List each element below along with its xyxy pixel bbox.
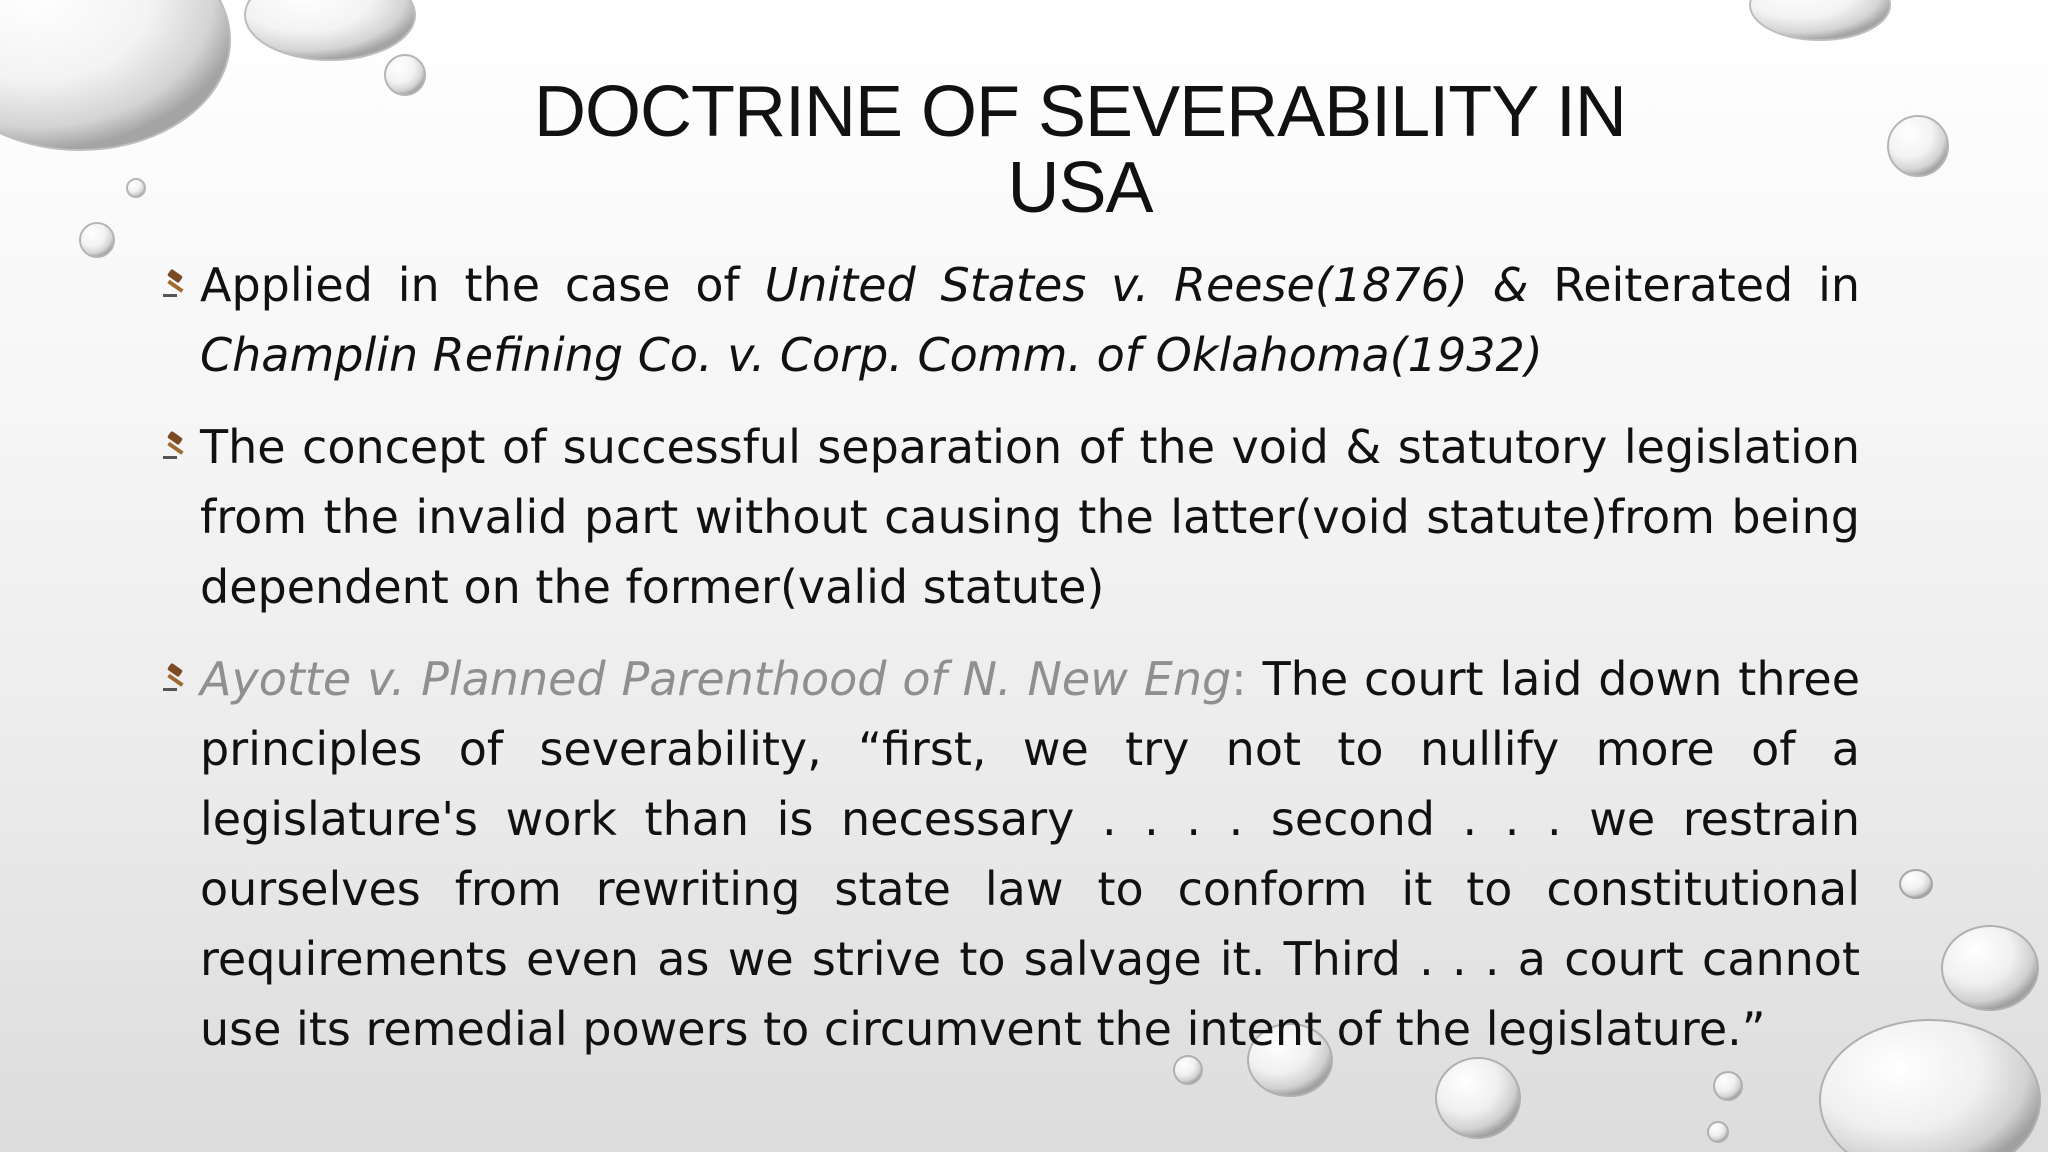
gavel-icon <box>160 430 192 462</box>
gavel-icon <box>160 662 192 694</box>
slide-title-line1: DOCTRINE OF SEVERABILITY IN <box>534 72 1626 152</box>
slide-title-line2: USA <box>1007 148 1153 228</box>
bullet-3-text: The court laid down three principles of severability, “first, we try not to nullify more of a legislature's work than is necessary . . . . second . . . we restrain ourselves from rewriting state law to conform it to constitutional requirements even as we strive to salvage it. Third . . . a court cannot use its remedial powers to circumvent the intent of the legislature.” <box>200 652 1860 1056</box>
bullet-list <box>200 250 1860 1064</box>
case-citation-champlin: Champlin Refining Co. v. Corp. Comm. of Oklahoma(1932) <box>200 328 1543 382</box>
case-citation-ayotte: Ayotte v. Planned Parenthood of N. New Eng <box>200 652 1232 706</box>
bullet-1-text-b: Reiterated in <box>1528 258 1861 312</box>
slide-title <box>520 74 1640 226</box>
gavel-icon <box>160 268 192 300</box>
bullet-item-1 <box>200 250 1860 390</box>
bullet-2-text: The concept of successful separation of the void & statutory legislation from the invalid part without causing the latter(void statute)from being dependent on the former(valid statute) <box>200 420 1860 614</box>
case-citation-colon: : <box>1231 652 1247 706</box>
case-citation-reese: United States v. Reese(1876) & <box>764 258 1529 312</box>
bullet-1-text-a: Applied in the case of <box>200 258 765 312</box>
bullet-item-2 <box>200 412 1860 622</box>
bullet-item-3 <box>200 644 1860 1064</box>
